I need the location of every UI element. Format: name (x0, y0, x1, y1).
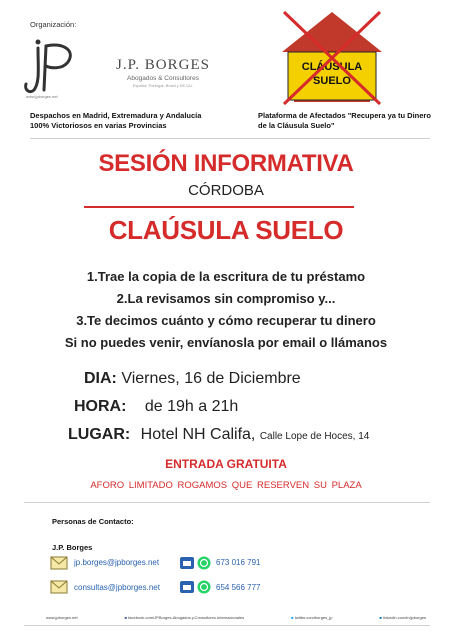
limited-capacity-note: AFORO LIMITADO ROGAMOS QUE RESERVEN SU PLAZA (90, 480, 362, 491)
facebook-icon: ■ (124, 615, 128, 620)
footer-website[interactable]: www.jpborges.net (46, 615, 78, 620)
org-website[interactable]: www.jpborges.net (26, 94, 58, 99)
brand-name: J.P. BORGES (116, 57, 210, 73)
steps-list (0, 266, 452, 354)
footer-twitter[interactable] (291, 615, 332, 620)
platform-desc-line1: Plataforma de Afectados "Recupera ya tu Dinero (258, 111, 431, 120)
facebook-link[interactable]: facebook.com/JPBorges.Abogados.y.Consultores.Internacionales (128, 615, 245, 620)
mail-icon (50, 556, 68, 570)
organization-label: Organización: (30, 20, 77, 29)
day-label: DIA: (84, 370, 117, 387)
contact-email[interactable]: consultas@jpborges.net (74, 583, 160, 592)
brand-countries: España, Portugal, Brasil y EE.UU. (132, 83, 194, 88)
twitter-link[interactable]: twitter.com/borges_jp (294, 615, 333, 620)
platform-desc-line2: de la Cláusula Suelo" (258, 121, 335, 130)
time-label: HORA: (74, 398, 127, 415)
linkedin-icon: ■ (379, 615, 382, 620)
event-title: SESIÓN INFORMATIVA (98, 150, 354, 177)
phone-whatsapp-icon (180, 580, 212, 594)
step-item: 2.La revisamos sin compromiso y... (116, 291, 336, 306)
session-day (84, 370, 301, 388)
contact-phone[interactable]: 654 566 777 (216, 583, 261, 592)
contact-phone[interactable]: 673 016 791 (216, 558, 261, 567)
place-label: LUGAR: (68, 426, 131, 443)
house-text-line1: CLÁUSULA (301, 61, 363, 73)
jp-monogram-logo (22, 38, 80, 94)
contact-email[interactable]: jp.borges@jpborges.net (74, 558, 160, 567)
footer-linkedin[interactable] (380, 615, 426, 620)
house-text-line2: SUELO (313, 75, 351, 87)
title-divider (84, 206, 354, 208)
footer-links (46, 615, 426, 620)
time-value: de 19h a 21h (144, 398, 239, 415)
day-value: Viernes, 16 de Diciembre (121, 370, 301, 387)
footer-facebook[interactable] (125, 615, 245, 620)
session-time (74, 398, 238, 416)
session-place (68, 426, 369, 444)
step-item: 1.Trae la copia de la escritura de tu préstamo (86, 269, 366, 284)
phone-whatsapp-icon (180, 556, 212, 570)
twitter-icon: ■ (291, 615, 294, 620)
contact-name: J.P. Borges (52, 543, 93, 552)
platform-description (258, 111, 448, 131)
org-description (30, 111, 250, 131)
header-divider (30, 138, 430, 139)
org-desc-line2: 100% Victoriosos en varias Provincias (30, 121, 167, 130)
mail-icon (50, 580, 68, 594)
place-address: Calle Lope de Hoces, 14 (259, 431, 370, 442)
step-item: 3.Te decimos cuánto y cómo recuperar tu dinero (76, 313, 376, 328)
free-entry: ENTRADA GRATUITA (165, 457, 287, 471)
place-value: Hotel NH Califa, (140, 426, 256, 443)
step-note: Si no puedes venir, envíanosla por email o llámanos (64, 335, 388, 350)
crossed-house-logo (276, 8, 388, 106)
contacts-heading: Personas de Contacto: (52, 517, 134, 526)
event-topic: CLAÚSULA SUELO (108, 215, 344, 245)
org-desc-line1: Despachos en Madrid, Extremadura y Andalucía (30, 111, 202, 120)
linkedin-link[interactable]: linkedin.com/in/jpborges (383, 615, 426, 620)
brand-subtitle: Abogados & Consultores (127, 75, 199, 82)
event-city: CÓRDOBA (188, 182, 264, 199)
